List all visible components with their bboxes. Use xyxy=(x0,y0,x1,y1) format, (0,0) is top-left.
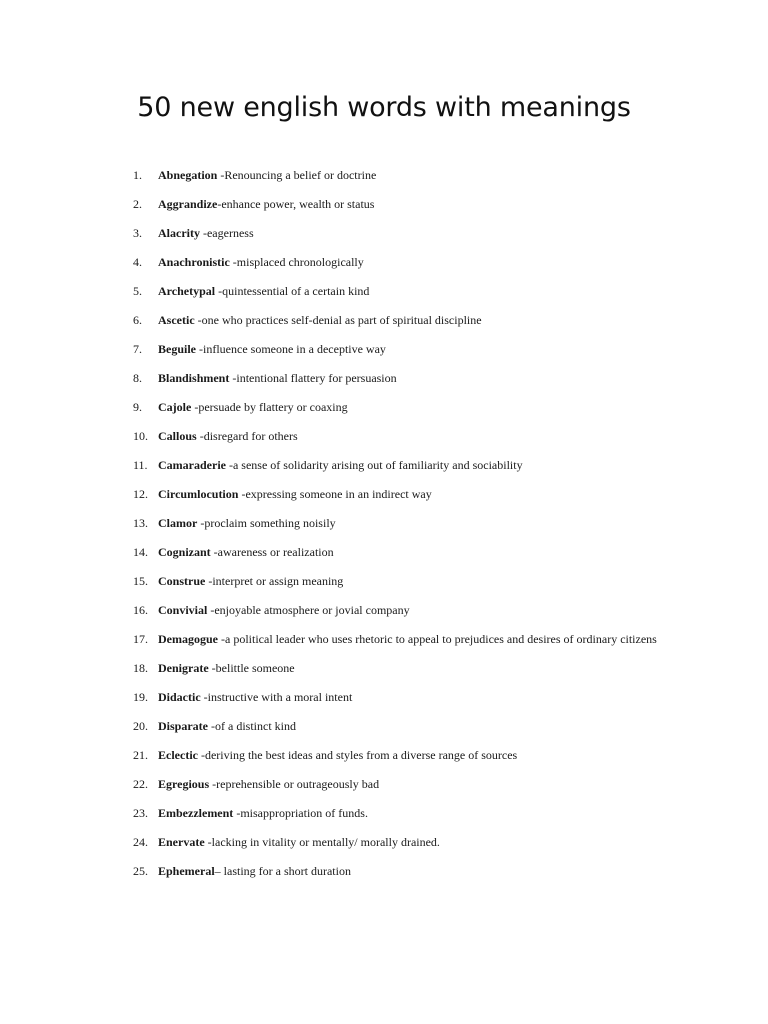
list-item xyxy=(0,857,768,886)
list-item xyxy=(0,422,768,451)
item-number: 24. xyxy=(133,835,148,849)
item-number: 22. xyxy=(133,777,148,791)
item-number: 20. xyxy=(133,719,148,733)
item-number: 19. xyxy=(133,690,148,704)
term-separator: - xyxy=(205,574,213,588)
word-term: Construe xyxy=(158,574,206,588)
word-term: Eclectic xyxy=(158,748,198,762)
term-separator: - xyxy=(197,748,205,762)
item-number: 7. xyxy=(133,342,142,356)
item-number: 12. xyxy=(133,487,148,501)
list-item xyxy=(0,625,768,654)
word-term: Egregious xyxy=(158,777,210,791)
item-number: 16. xyxy=(133,603,148,617)
document-title: 50 new english words with meanings xyxy=(137,92,631,123)
word-definition: a sense of solidarity arising out of familiarity and sociability xyxy=(232,458,523,472)
word-definition: Renouncing a belief or doctrine xyxy=(224,168,377,182)
list-item xyxy=(0,364,768,393)
term-separator: - xyxy=(208,719,215,733)
term-separator: - xyxy=(194,313,202,327)
term-separator: - xyxy=(208,661,216,675)
word-term: Ephemeral xyxy=(158,864,215,878)
term-separator: - xyxy=(217,168,225,182)
term-separator: - xyxy=(210,545,218,559)
word-term: Clamor xyxy=(158,516,198,530)
list-item xyxy=(0,306,768,335)
word-term: Anachronistic xyxy=(158,255,230,269)
list-item xyxy=(0,538,768,567)
word-definition: lasting for a short duration xyxy=(223,864,351,878)
word-term: Enervate xyxy=(158,835,205,849)
term-separator: - xyxy=(196,429,204,443)
list-item xyxy=(0,277,768,306)
list-item xyxy=(0,335,768,364)
word-definition: influence someone in a deceptive way xyxy=(203,342,386,356)
word-term: Denigrate xyxy=(158,661,209,675)
word-definition: belittle someone xyxy=(215,661,295,675)
word-term: Alacrity xyxy=(158,226,200,240)
term-separator: - xyxy=(217,197,222,211)
term-separator: - xyxy=(204,835,212,849)
word-definition: interpret or assign meaning xyxy=(212,574,344,588)
word-term: Ascetic xyxy=(158,313,195,327)
item-number: 15. xyxy=(133,574,148,588)
list-item xyxy=(0,248,768,277)
word-definition: deriving the best ideas and styles from a diverse range of sources xyxy=(204,748,518,762)
term-separator: - xyxy=(215,284,223,298)
item-number: 14. xyxy=(133,545,148,559)
item-number: 13. xyxy=(133,516,148,530)
list-item xyxy=(0,828,768,857)
word-term: Abnegation xyxy=(158,168,218,182)
item-number: 1. xyxy=(133,168,142,182)
item-number: 10. xyxy=(133,429,148,443)
word-term: Blandishment xyxy=(158,371,230,385)
word-term: Camaraderie xyxy=(158,458,226,472)
word-definition: intentional flattery for persuasion xyxy=(236,371,397,385)
item-number: 25. xyxy=(133,864,148,878)
term-separator: - xyxy=(191,400,199,414)
item-number: 8. xyxy=(133,371,142,385)
word-term: Demagogue xyxy=(158,632,218,646)
item-number: 21. xyxy=(133,748,148,762)
word-term: Circumlocution xyxy=(158,487,239,501)
term-separator: - xyxy=(207,603,215,617)
list-item xyxy=(0,161,768,190)
word-term: Didactic xyxy=(158,690,201,704)
word-term: Aggrandize xyxy=(158,197,218,211)
list-item xyxy=(0,654,768,683)
word-definition: lacking in vitality or mentally/ morally drained. xyxy=(211,835,440,849)
term-separator: - xyxy=(196,342,203,356)
word-term: Archetypal xyxy=(158,284,216,298)
word-definition: enjoyable atmosphere or jovial company xyxy=(214,603,410,617)
term-separator: - xyxy=(209,777,217,791)
term-separator: – xyxy=(214,864,224,878)
item-number: 5. xyxy=(133,284,142,298)
word-term: Cognizant xyxy=(158,545,211,559)
item-number: 23. xyxy=(133,806,148,820)
term-separator: - xyxy=(233,806,241,820)
item-number: 4. xyxy=(133,255,142,269)
word-definition: quintessential of a certain kind xyxy=(222,284,370,298)
word-definition: one who practices self-denial as part of spiritual discipline xyxy=(201,313,482,327)
list-item xyxy=(0,480,768,509)
list-item xyxy=(0,770,768,799)
word-definition: of a distinct kind xyxy=(215,719,296,733)
item-number: 6. xyxy=(133,313,142,327)
list-item xyxy=(0,799,768,828)
item-number: 2. xyxy=(133,197,142,211)
word-term: Embezzlement xyxy=(158,806,234,820)
item-number: 11. xyxy=(133,458,148,472)
word-term: Cajole xyxy=(158,400,192,414)
term-separator: - xyxy=(218,632,225,646)
list-item xyxy=(0,683,768,712)
list-item xyxy=(0,190,768,219)
item-number: 3. xyxy=(133,226,142,240)
word-definition: persuade by flattery or coaxing xyxy=(198,400,348,414)
list-item xyxy=(0,741,768,770)
term-separator: - xyxy=(229,255,237,269)
term-separator: - xyxy=(229,371,237,385)
item-number: 18. xyxy=(133,661,148,675)
word-term: Callous xyxy=(158,429,197,443)
word-term: Convivial xyxy=(158,603,208,617)
word-definition: instructive with a moral intent xyxy=(207,690,353,704)
list-item xyxy=(0,219,768,248)
word-list xyxy=(0,161,768,886)
word-definition: a political leader who uses rhetoric to appeal to prejudices and desires of ordinary citizens xyxy=(225,632,657,646)
list-item xyxy=(0,567,768,596)
word-term: Beguile xyxy=(158,342,196,356)
list-item xyxy=(0,393,768,422)
list-item xyxy=(0,451,768,480)
term-separator: - xyxy=(197,516,205,530)
word-definition: expressing someone in an indirect way xyxy=(245,487,432,501)
list-item xyxy=(0,509,768,538)
term-separator: - xyxy=(200,690,208,704)
term-separator: - xyxy=(199,226,207,240)
item-number: 9. xyxy=(133,400,142,414)
word-term: Disparate xyxy=(158,719,208,733)
term-separator: - xyxy=(225,458,233,472)
list-item xyxy=(0,596,768,625)
item-number: 17. xyxy=(133,632,148,646)
word-definition: enhance power, wealth or status xyxy=(221,197,375,211)
word-definition: proclaim something noisily xyxy=(204,516,336,530)
list-item xyxy=(0,712,768,741)
word-definition: reprehensible or outrageously bad xyxy=(216,777,380,791)
word-definition: eagerness xyxy=(206,226,254,240)
word-definition: awareness or realization xyxy=(217,545,334,559)
term-separator: - xyxy=(238,487,246,501)
word-definition: misplaced chronologically xyxy=(236,255,364,269)
word-definition: misappropriation of funds. xyxy=(240,806,368,820)
word-definition: disregard for others xyxy=(203,429,298,443)
